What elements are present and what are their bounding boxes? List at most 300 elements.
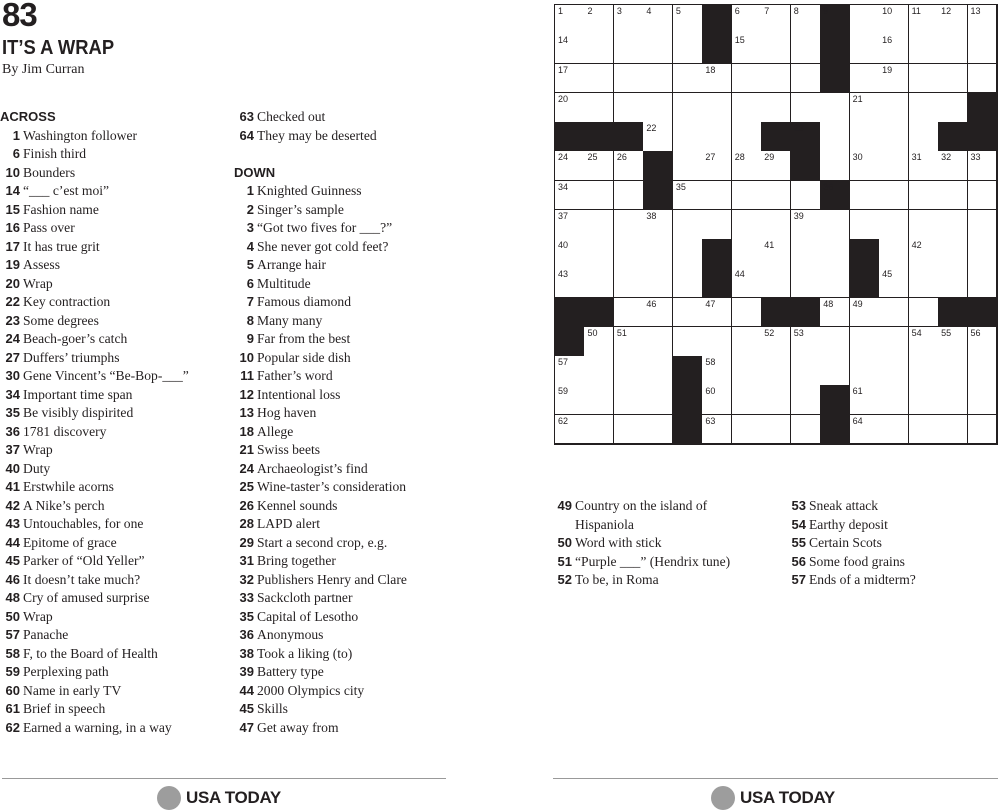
grid-cell[interactable] bbox=[909, 415, 939, 445]
clue-text: Sneak attack bbox=[809, 498, 879, 513]
grid-cell[interactable] bbox=[879, 34, 909, 64]
grid-cell[interactable] bbox=[643, 122, 673, 152]
clue-number: 64 bbox=[239, 127, 254, 143]
grid-cell[interactable] bbox=[761, 64, 791, 94]
grid-cell[interactable] bbox=[614, 64, 644, 94]
grid-cell[interactable] bbox=[791, 356, 821, 386]
clue-text: “___ c’est moi” bbox=[23, 183, 110, 198]
brand-name: USA TODAY bbox=[740, 788, 835, 807]
clue-number: 36 bbox=[239, 627, 254, 642]
grid-cell[interactable] bbox=[643, 93, 673, 123]
grid-cell[interactable] bbox=[555, 5, 585, 35]
grid-cell[interactable] bbox=[584, 5, 614, 35]
grid-cell[interactable] bbox=[968, 415, 998, 445]
clue-number: 21 bbox=[239, 442, 254, 457]
grid-cell[interactable] bbox=[968, 210, 998, 240]
grid-cell[interactable] bbox=[879, 210, 909, 240]
grid-cell[interactable] bbox=[584, 385, 614, 415]
grid-block bbox=[555, 327, 585, 357]
grid-cell[interactable] bbox=[791, 181, 821, 211]
grid-cell[interactable] bbox=[820, 268, 850, 298]
grid-cell[interactable] bbox=[643, 298, 673, 328]
cell-number: 59 bbox=[558, 386, 569, 397]
grid-cell[interactable] bbox=[791, 5, 821, 35]
grid-cell[interactable] bbox=[850, 151, 880, 181]
grid-cell[interactable] bbox=[909, 239, 939, 269]
grid-block bbox=[702, 5, 732, 35]
clue-text: Knighted Guinness bbox=[257, 183, 362, 198]
grid-cell[interactable] bbox=[643, 356, 673, 386]
grid-cell[interactable] bbox=[702, 210, 732, 240]
grid-cell[interactable] bbox=[761, 327, 791, 357]
grid-block bbox=[584, 298, 614, 328]
clue-text: Multitude bbox=[257, 275, 311, 291]
cell-number: 26 bbox=[616, 152, 627, 163]
clue-number: 40 bbox=[5, 460, 20, 476]
grid-cell[interactable] bbox=[820, 151, 850, 181]
grid-cell[interactable] bbox=[732, 268, 762, 298]
down-clue bbox=[234, 367, 464, 386]
grid-cell[interactable] bbox=[968, 5, 998, 35]
across-clue bbox=[0, 441, 225, 460]
clue-text: Epitome of grace bbox=[23, 534, 117, 550]
cell-number: 20 bbox=[558, 93, 569, 104]
grid-cell[interactable] bbox=[909, 5, 939, 35]
cell-number: 30 bbox=[852, 152, 863, 163]
grid-cell[interactable] bbox=[702, 151, 732, 181]
grid-cell[interactable] bbox=[702, 93, 732, 123]
grid-cell[interactable] bbox=[909, 122, 939, 152]
grid-cell[interactable] bbox=[584, 356, 614, 386]
clue-number: 20 bbox=[5, 275, 20, 291]
grid-cell[interactable] bbox=[879, 64, 909, 94]
grid-cell[interactable] bbox=[791, 239, 821, 269]
grid-cell[interactable] bbox=[584, 327, 614, 357]
across-clue bbox=[234, 127, 464, 146]
grid-cell[interactable] bbox=[555, 356, 585, 386]
grid-cell[interactable] bbox=[673, 34, 703, 64]
grid-cell[interactable] bbox=[938, 181, 968, 211]
footer-rule-left bbox=[2, 778, 446, 779]
across-clue bbox=[0, 719, 225, 738]
grid-cell[interactable] bbox=[614, 239, 644, 269]
grid-cell[interactable] bbox=[938, 356, 968, 386]
grid-cell[interactable] bbox=[732, 385, 762, 415]
grid-cell[interactable] bbox=[909, 356, 939, 386]
clue-number: 54 bbox=[791, 516, 806, 532]
grid-cell[interactable] bbox=[791, 415, 821, 445]
grid-block bbox=[673, 385, 703, 415]
grid-cell[interactable] bbox=[702, 298, 732, 328]
grid-cell[interactable] bbox=[732, 327, 762, 357]
grid-block bbox=[820, 64, 850, 94]
clue-number: 24 bbox=[5, 331, 20, 346]
grid-cell[interactable] bbox=[643, 34, 673, 64]
across-clue bbox=[0, 201, 225, 220]
grid-cell[interactable] bbox=[732, 93, 762, 123]
down-clue bbox=[234, 534, 464, 553]
grid-cell[interactable] bbox=[879, 385, 909, 415]
grid-cell[interactable] bbox=[614, 298, 644, 328]
grid-cell[interactable] bbox=[909, 93, 939, 123]
grid-cell[interactable] bbox=[791, 64, 821, 94]
grid-cell[interactable] bbox=[584, 34, 614, 64]
grid-cell[interactable] bbox=[702, 356, 732, 386]
grid-cell[interactable] bbox=[643, 210, 673, 240]
grid-cell[interactable] bbox=[673, 327, 703, 357]
grid-cell[interactable] bbox=[968, 356, 998, 386]
grid-cell[interactable] bbox=[761, 34, 791, 64]
grid-cell[interactable] bbox=[702, 327, 732, 357]
grid-cell[interactable] bbox=[643, 5, 673, 35]
grid-cell[interactable] bbox=[555, 151, 585, 181]
clue-text: Word with stick bbox=[575, 535, 662, 550]
grid-cell[interactable] bbox=[643, 385, 673, 415]
cell-number: 33 bbox=[970, 152, 981, 163]
grid-cell[interactable] bbox=[968, 34, 998, 64]
grid-cell[interactable] bbox=[820, 298, 850, 328]
grid-cell[interactable] bbox=[614, 268, 644, 298]
clue-text: To be, in Roma bbox=[575, 572, 659, 587]
grid-block bbox=[820, 181, 850, 211]
across-clue bbox=[0, 534, 225, 553]
grid-cell[interactable] bbox=[791, 210, 821, 240]
grid-cell[interactable] bbox=[938, 385, 968, 415]
grid-cell[interactable] bbox=[614, 5, 644, 35]
grid-cell[interactable] bbox=[673, 181, 703, 211]
grid-cell[interactable] bbox=[879, 122, 909, 152]
grid-cell[interactable] bbox=[584, 268, 614, 298]
clue-number: 19 bbox=[5, 257, 20, 272]
grid-cell[interactable] bbox=[614, 327, 644, 357]
grid-cell[interactable] bbox=[820, 356, 850, 386]
grid-cell[interactable] bbox=[938, 210, 968, 240]
cell-number: 36 bbox=[823, 181, 834, 192]
grid-cell[interactable] bbox=[850, 64, 880, 94]
grid-cell[interactable] bbox=[614, 151, 644, 181]
grid-cell[interactable] bbox=[968, 239, 998, 269]
grid-cell[interactable] bbox=[614, 415, 644, 445]
cell-number: 29 bbox=[764, 152, 775, 163]
grid-cell[interactable] bbox=[761, 239, 791, 269]
grid-cell[interactable] bbox=[761, 181, 791, 211]
grid-cell[interactable] bbox=[938, 239, 968, 269]
grid-cell[interactable] bbox=[614, 93, 644, 123]
clue-text: Arrange hair bbox=[257, 257, 327, 272]
clue-text: Pass over bbox=[23, 220, 75, 235]
grid-cell[interactable] bbox=[879, 181, 909, 211]
clue-number: 25 bbox=[239, 479, 254, 494]
grid-cell[interactable] bbox=[761, 210, 791, 240]
grid-cell[interactable] bbox=[614, 356, 644, 386]
across-clue bbox=[234, 108, 464, 127]
grid-cell[interactable] bbox=[850, 385, 880, 415]
grid-cell[interactable] bbox=[791, 385, 821, 415]
grid-cell[interactable] bbox=[879, 356, 909, 386]
grid-cell[interactable] bbox=[555, 34, 585, 64]
cell-number: 4 bbox=[646, 6, 652, 16]
grid-cell[interactable] bbox=[879, 298, 909, 328]
clue-text: Country on the island of Hispaniola bbox=[575, 498, 708, 532]
grid-cell[interactable] bbox=[850, 181, 880, 211]
grid-cell[interactable] bbox=[938, 151, 968, 181]
down-clue bbox=[234, 404, 464, 423]
grid-cell[interactable] bbox=[909, 151, 939, 181]
cell-number: 63 bbox=[705, 415, 716, 426]
down-clue bbox=[234, 182, 464, 201]
grid-cell[interactable] bbox=[673, 298, 703, 328]
grid-block bbox=[643, 151, 673, 181]
grid-cell[interactable] bbox=[555, 415, 585, 445]
clue-number: 50 bbox=[5, 608, 20, 624]
grid-cell[interactable] bbox=[555, 385, 585, 415]
grid-block bbox=[938, 122, 968, 152]
grid-cell[interactable] bbox=[584, 93, 614, 123]
cell-number: 27 bbox=[705, 152, 716, 163]
grid-cell[interactable] bbox=[938, 34, 968, 64]
grid-block bbox=[702, 239, 732, 269]
grid-cell[interactable] bbox=[584, 239, 614, 269]
grid-cell[interactable] bbox=[820, 239, 850, 269]
grid-cell[interactable] bbox=[732, 181, 762, 211]
grid-cell[interactable] bbox=[761, 5, 791, 35]
grid-block bbox=[968, 298, 998, 328]
clue-text: Wine-taster’s consideration bbox=[257, 479, 407, 494]
cell-number: 55 bbox=[941, 327, 952, 338]
grid-cell[interactable] bbox=[732, 210, 762, 240]
clue-number: 47 bbox=[239, 719, 254, 735]
grid-cell[interactable] bbox=[909, 181, 939, 211]
down-clue bbox=[234, 515, 464, 534]
grid-cell[interactable] bbox=[555, 93, 585, 123]
grid-cell[interactable] bbox=[584, 210, 614, 240]
grid-cell[interactable] bbox=[761, 268, 791, 298]
clue-text: Important time span bbox=[23, 386, 133, 402]
grid-cell[interactable] bbox=[850, 93, 880, 123]
grid-block bbox=[968, 93, 998, 123]
grid-cell[interactable] bbox=[732, 151, 762, 181]
grid-cell[interactable] bbox=[614, 210, 644, 240]
grid-cell[interactable] bbox=[673, 5, 703, 35]
puzzle-title: IT’S A WRAP bbox=[2, 37, 115, 59]
cell-number: 61 bbox=[852, 386, 863, 397]
grid-cell[interactable] bbox=[702, 415, 732, 445]
clue-number: 27 bbox=[5, 349, 20, 365]
grid-cell[interactable] bbox=[614, 385, 644, 415]
clue-number: 6 bbox=[12, 146, 20, 161]
grid-cell[interactable] bbox=[673, 151, 703, 181]
grid-cell[interactable] bbox=[584, 181, 614, 211]
grid-cell[interactable] bbox=[732, 64, 762, 94]
grid-cell[interactable] bbox=[643, 64, 673, 94]
grid-cell[interactable] bbox=[909, 327, 939, 357]
down-clue bbox=[786, 553, 996, 572]
grid-cell[interactable] bbox=[555, 181, 585, 211]
grid-cell[interactable] bbox=[938, 93, 968, 123]
grid-cell[interactable] bbox=[732, 34, 762, 64]
grid-cell[interactable] bbox=[938, 415, 968, 445]
grid-cell[interactable] bbox=[909, 385, 939, 415]
clue-number: 11 bbox=[240, 368, 254, 383]
grid-cell[interactable] bbox=[909, 34, 939, 64]
spacer bbox=[234, 145, 464, 164]
grid-cell[interactable] bbox=[968, 151, 998, 181]
clue-text: Swiss beets bbox=[257, 442, 321, 457]
clue-text: It has true grit bbox=[23, 238, 100, 254]
grid-cell[interactable] bbox=[702, 181, 732, 211]
grid-cell[interactable] bbox=[909, 298, 939, 328]
clue-text: Key contraction bbox=[23, 294, 111, 309]
grid-cell[interactable] bbox=[761, 93, 791, 123]
across-clue bbox=[0, 478, 225, 497]
clue-text: They may be deserted bbox=[257, 127, 377, 143]
grid-cell[interactable] bbox=[820, 210, 850, 240]
grid-cell[interactable] bbox=[850, 5, 880, 35]
grid-cell[interactable] bbox=[702, 122, 732, 152]
cell-number: 14 bbox=[558, 35, 569, 46]
cell-number: 12 bbox=[941, 6, 952, 16]
grid-cell[interactable] bbox=[732, 122, 762, 152]
grid-cell[interactable] bbox=[968, 385, 998, 415]
down-clues-column-4 bbox=[786, 497, 996, 590]
cell-number: 47 bbox=[705, 298, 716, 309]
grid-cell[interactable] bbox=[761, 356, 791, 386]
clue-text: Erstwhile acorns bbox=[23, 479, 114, 494]
grid-cell[interactable] bbox=[968, 64, 998, 94]
clue-text: Cry of amused surprise bbox=[23, 590, 150, 605]
grid-cell[interactable] bbox=[938, 327, 968, 357]
grid-cell[interactable] bbox=[761, 385, 791, 415]
grid-cell[interactable] bbox=[643, 239, 673, 269]
clue-text: Checked out bbox=[257, 109, 326, 124]
clue-number: 43 bbox=[5, 516, 20, 531]
grid-cell[interactable] bbox=[555, 239, 585, 269]
across-clue bbox=[0, 293, 225, 312]
grid-cell[interactable] bbox=[673, 122, 703, 152]
across-clue bbox=[0, 682, 225, 701]
grid-cell[interactable] bbox=[643, 327, 673, 357]
grid-cell[interactable] bbox=[820, 93, 850, 123]
grid-block bbox=[555, 122, 585, 152]
grid-cell[interactable] bbox=[879, 415, 909, 445]
clue-number: 55 bbox=[791, 535, 806, 550]
clue-number: 41 bbox=[5, 479, 20, 494]
grid-cell[interactable] bbox=[791, 34, 821, 64]
grid-cell[interactable] bbox=[938, 268, 968, 298]
grid-cell[interactable] bbox=[761, 415, 791, 445]
clue-number: 10 bbox=[239, 349, 254, 365]
grid-cell[interactable] bbox=[850, 34, 880, 64]
grid-cell[interactable] bbox=[791, 268, 821, 298]
grid-cell[interactable] bbox=[909, 64, 939, 94]
grid-cell[interactable] bbox=[850, 122, 880, 152]
grid-cell[interactable] bbox=[614, 34, 644, 64]
grid-cell[interactable] bbox=[938, 5, 968, 35]
clue-text: She never got cold feet? bbox=[257, 238, 389, 254]
clue-number: 1 bbox=[246, 183, 254, 198]
clue-text: Duffers’ triumphs bbox=[23, 349, 120, 365]
grid-cell[interactable] bbox=[820, 327, 850, 357]
cell-number: 39 bbox=[793, 210, 804, 221]
grid-cell[interactable] bbox=[555, 210, 585, 240]
grid-cell[interactable] bbox=[732, 5, 762, 35]
grid-cell[interactable] bbox=[968, 327, 998, 357]
grid-cell[interactable] bbox=[761, 151, 791, 181]
grid-cell[interactable] bbox=[732, 239, 762, 269]
clue-text: Famous diamond bbox=[257, 294, 352, 309]
grid-cell[interactable] bbox=[673, 239, 703, 269]
grid-cell[interactable] bbox=[909, 268, 939, 298]
grid-cell[interactable] bbox=[584, 151, 614, 181]
clue-number: 33 bbox=[239, 590, 254, 605]
down-clue bbox=[786, 571, 996, 590]
grid-cell[interactable] bbox=[702, 385, 732, 415]
cell-number: 9 bbox=[823, 6, 829, 16]
grid-cell[interactable] bbox=[879, 93, 909, 123]
grid-cell[interactable] bbox=[555, 268, 585, 298]
grid-cell[interactable] bbox=[879, 268, 909, 298]
grid-block bbox=[791, 298, 821, 328]
grid-cell[interactable] bbox=[643, 415, 673, 445]
grid-cell[interactable] bbox=[850, 210, 880, 240]
grid-cell[interactable] bbox=[968, 268, 998, 298]
grid-cell[interactable] bbox=[791, 93, 821, 123]
clue-text: 1781 discovery bbox=[23, 423, 107, 439]
grid-cell[interactable] bbox=[850, 327, 880, 357]
cell-number: 64 bbox=[852, 415, 863, 426]
footer-rule-right bbox=[553, 778, 998, 779]
grid-cell[interactable] bbox=[879, 151, 909, 181]
grid-cell[interactable] bbox=[673, 268, 703, 298]
grid-cell[interactable] bbox=[879, 327, 909, 357]
grid-cell[interactable] bbox=[791, 327, 821, 357]
grid-cell[interactable] bbox=[584, 415, 614, 445]
grid-cell[interactable] bbox=[909, 210, 939, 240]
grid-cell[interactable] bbox=[850, 298, 880, 328]
grid-cell[interactable] bbox=[938, 64, 968, 94]
grid-cell[interactable] bbox=[643, 268, 673, 298]
grid-cell[interactable] bbox=[968, 181, 998, 211]
down-clue bbox=[234, 238, 464, 257]
grid-cell[interactable] bbox=[555, 64, 585, 94]
grid-block bbox=[584, 122, 614, 152]
usa-today-dot-icon bbox=[711, 786, 735, 810]
grid-cell[interactable] bbox=[879, 5, 909, 35]
grid-cell[interactable] bbox=[850, 356, 880, 386]
cell-number: 28 bbox=[734, 152, 745, 163]
clue-text: Gene Vincent’s “Be-Bop-___” bbox=[23, 368, 189, 383]
grid-cell[interactable] bbox=[673, 64, 703, 94]
clue-text: Many many bbox=[257, 312, 323, 328]
grid-cell[interactable] bbox=[732, 415, 762, 445]
grid-cell[interactable] bbox=[820, 122, 850, 152]
grid-cell[interactable] bbox=[732, 356, 762, 386]
grid-cell[interactable] bbox=[584, 64, 614, 94]
clue-number: 39 bbox=[239, 664, 254, 679]
grid-cell[interactable] bbox=[850, 415, 880, 445]
cell-number: 10 bbox=[882, 6, 893, 16]
across-clue bbox=[0, 515, 225, 534]
grid-cell[interactable] bbox=[732, 298, 762, 328]
grid-cell[interactable] bbox=[879, 239, 909, 269]
clue-number: 23 bbox=[5, 312, 20, 328]
clue-text: Duty bbox=[23, 460, 51, 476]
grid-cell[interactable] bbox=[614, 181, 644, 211]
grid-cell[interactable] bbox=[673, 93, 703, 123]
grid-cell[interactable] bbox=[673, 210, 703, 240]
grid-cell[interactable] bbox=[702, 64, 732, 94]
cell-number: 24 bbox=[558, 152, 569, 163]
